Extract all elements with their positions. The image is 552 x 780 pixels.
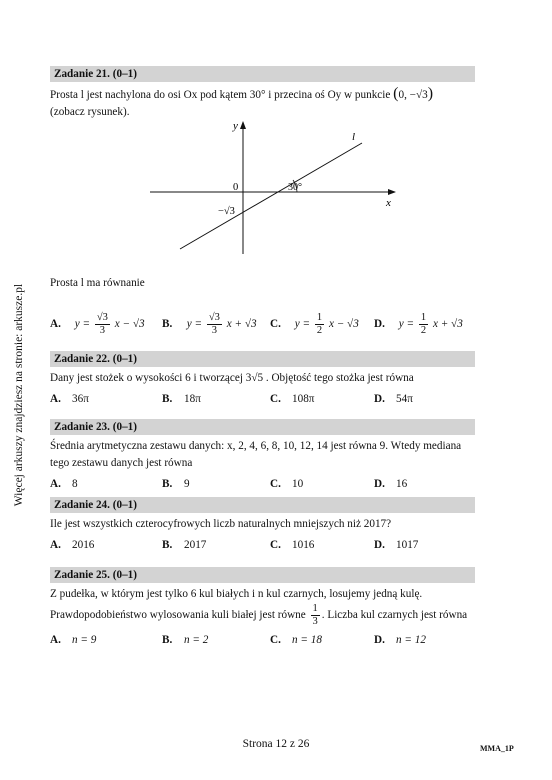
task-24 — [50, 497, 475, 559]
intercept-label: −√3 — [218, 206, 235, 217]
origin-label: 0 — [233, 182, 239, 193]
exam-code: MMA_1P — [480, 744, 514, 753]
answers-25 — [50, 634, 475, 654]
task-21 — [50, 66, 475, 121]
answer-22-c[interactable]: C. 108π — [270, 393, 315, 405]
task-25-text: Z pudełka, w którym jest tylko 6 kul białych i n kul czarnych, losujemy jedną kulę. Prawdopodobieństwo wylosowania kuli białej jest równe $\frac{1}{3}$ . Liczba kul czarnych jest równa — [50, 588, 468, 627]
answer-21-d[interactable]: D. y = $\frac{1}{2}$ x + √3 — [374, 312, 463, 336]
answer-23-a[interactable]: A. 8 — [50, 478, 78, 490]
task-25 — [50, 567, 475, 654]
answer-25-b[interactable]: B. n = 2 — [162, 634, 209, 646]
answer-21-a[interactable]: A. y = $\frac{√3}{3}$ x − √3 — [50, 312, 145, 336]
answer-24-d[interactable]: D. 1017 — [374, 539, 419, 551]
task-23-header: Zadanie 23. (0–1) — [50, 419, 475, 435]
side-note: Więcej arkuszy znajdziesz na stronie: arkusze.pl — [13, 283, 25, 507]
task-22-header: Zadanie 22. (0–1) — [50, 351, 475, 367]
line-l — [180, 143, 362, 249]
probability-fraction: $\frac{1}{3}$ — [312, 603, 318, 627]
answer-23-d[interactable]: D. 16 — [374, 478, 408, 490]
task-21-question: Prosta l ma równanie — [50, 277, 145, 289]
answer-22-a[interactable]: A. 36π — [50, 393, 89, 405]
x-axis-label: x — [386, 197, 391, 209]
page-number: Strona 12 z 26 — [242, 738, 310, 750]
task-21-text: Prosta l jest nachylona do osi Ox pod kątem 30° i przecina oś Oy w punkcie (0, −√3) (zobacz rysunek). — [50, 85, 434, 118]
answers-21 — [50, 306, 475, 334]
answer-25-a[interactable]: A. n = 9 — [50, 634, 97, 646]
line-graph-figure — [140, 116, 410, 256]
answer-23-c[interactable]: C. 10 — [270, 478, 304, 490]
task-24-header: Zadanie 24. (0–1) — [50, 497, 475, 513]
answer-25-d[interactable]: D. n = 12 — [374, 634, 426, 646]
task-21-header: Zadanie 21. (0–1) — [50, 66, 475, 82]
answer-24-b[interactable]: B. 2017 — [162, 539, 207, 551]
task-23 — [50, 419, 475, 498]
answer-21-c[interactable]: C. y = $\frac{1}{2}$ x − √3 — [270, 312, 359, 336]
task-21-answers — [50, 272, 475, 334]
answers-24 — [50, 539, 475, 559]
point-paren: ( — [393, 85, 399, 102]
answer-22-d[interactable]: D. 54π — [374, 393, 413, 405]
task-24-text: Ile jest wszystkich czterocyfrowych liczb naturalnych mniejszych niż 2017? — [50, 518, 392, 530]
y-axis-label: y — [233, 120, 238, 132]
answer-24-a[interactable]: A. 2016 — [50, 539, 95, 551]
point-coords: 0, −√3 — [398, 89, 428, 101]
answer-25-c[interactable]: C. n = 18 — [270, 634, 322, 646]
task-22 — [50, 351, 475, 413]
answer-24-c[interactable]: C. 1016 — [270, 539, 315, 551]
answers-22 — [50, 393, 475, 413]
answer-22-b[interactable]: B. 18π — [162, 393, 201, 405]
task-22-text: Dany jest stożek o wysokości 6 i tworzącej 3√5 . Objętość tego stożka jest równa — [50, 372, 414, 384]
angle-label: 30° — [288, 182, 302, 193]
answer-21-b[interactable]: B. y = $\frac{√3}{3}$ x + √3 — [162, 312, 257, 336]
task-25-header: Zadanie 25. (0–1) — [50, 567, 475, 583]
answers-23 — [50, 478, 475, 498]
task-23-text: Średnia arytmetyczna zestawu danych: x, 2, 4, 6, 8, 10, 12, 14 jest równa 9. Wtedy mediana tego zestawu danych jest równa — [50, 440, 462, 469]
answer-23-b[interactable]: B. 9 — [162, 478, 190, 490]
line-l-label: l — [352, 131, 356, 143]
